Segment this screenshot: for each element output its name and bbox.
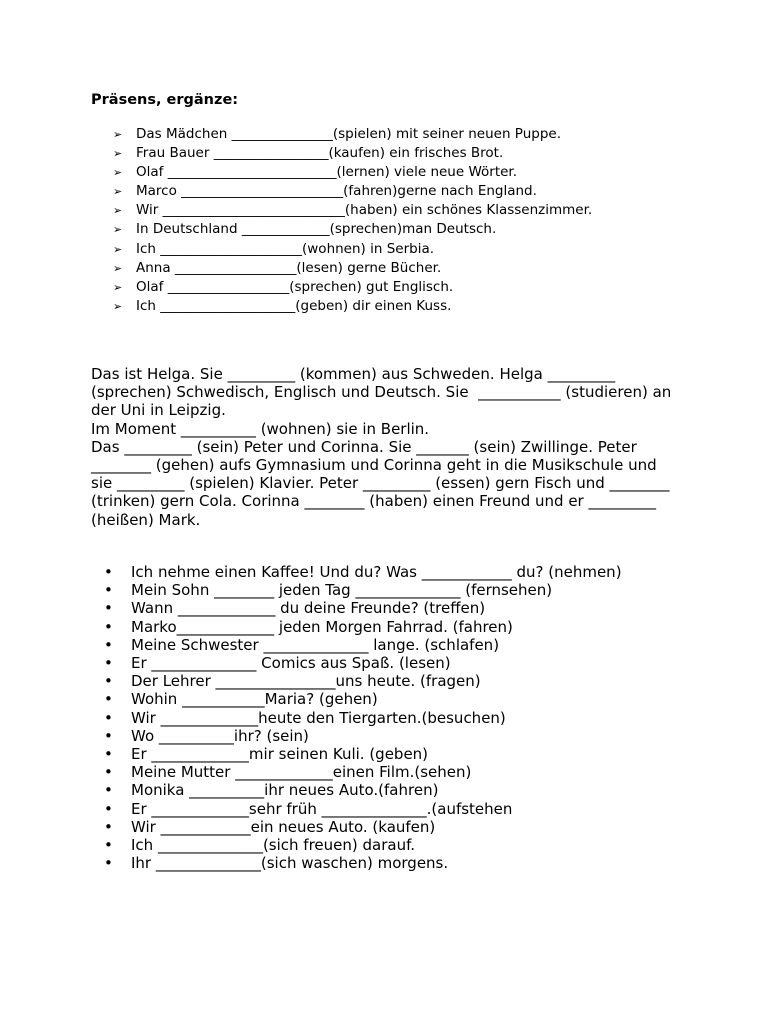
- bullet-icon: •: [104, 781, 113, 800]
- exercise-sentence: Er ______________ Comics aus Spaß. (lesen): [131, 654, 451, 673]
- bullet-icon: •: [104, 563, 113, 581]
- list-item: [104, 690, 622, 708]
- bullet-icon: •: [104, 617, 113, 636]
- list-item: [104, 709, 622, 727]
- arrow-bullet-icon: ➢: [113, 128, 123, 141]
- exercise-sentence: Marco ________________________(fahren)gerne nach England.: [136, 183, 537, 200]
- exercise-sentence: Ich _____________________(wohnen) in Serbia.: [136, 240, 435, 257]
- exercise-sentence: Er _____________sehr früh ______________.(aufstehen: [131, 799, 513, 818]
- paragraph-line: ________ (gehen) aufs Gymnasium und Corinna geht in die Musikschule und: [91, 456, 657, 475]
- bullet-icon: •: [104, 690, 113, 709]
- list-item: [104, 763, 622, 781]
- bullet-icon: •: [104, 799, 113, 818]
- exercise-sentence: Marko_____________ jeden Morgen Fahrrad. (fahren): [131, 617, 513, 636]
- list-item: [104, 636, 622, 654]
- list-item: [104, 672, 622, 690]
- exercise-sentence: In Deutschland _____________(sprechen)man Deutsch.: [136, 221, 497, 238]
- bullet-icon: •: [104, 708, 113, 727]
- paragraph-line: (trinken) gern Cola. Corinna ________ (haben) einen Freund und er _________: [91, 492, 656, 511]
- list-item: [113, 259, 592, 278]
- list-item: [113, 297, 592, 316]
- arrow-bullet-icon: ➢: [113, 147, 123, 161]
- arrow-bullet-icon: ➢: [113, 242, 123, 256]
- exercise-sentence: Wir _____________heute den Tiergarten.(besuchen): [131, 708, 506, 727]
- list-item: [113, 125, 592, 144]
- exercise-sentence: Monika __________ihr neues Auto.(fahren): [131, 781, 439, 800]
- exercise-list-2: [104, 563, 622, 872]
- bullet-icon: •: [104, 599, 113, 618]
- list-item: [104, 727, 622, 745]
- arrow-bullet-icon: ➢: [113, 204, 123, 218]
- arrow-bullet-icon: ➢: [113, 261, 123, 275]
- bullet-icon: •: [104, 581, 113, 600]
- list-item: [113, 240, 592, 259]
- exercise-sentence: Wann _____________ du deine Freunde? (treffen): [131, 599, 486, 618]
- list-item: [104, 781, 622, 799]
- page-title: Präsens, ergänze:: [91, 92, 239, 108]
- arrow-bullet-icon: ➢: [113, 223, 123, 237]
- bullet-icon: •: [104, 836, 113, 855]
- exercise-sentence: Er _____________mir seinen Kuli. (geben): [131, 745, 429, 764]
- list-item: [104, 745, 622, 763]
- list-item: [104, 618, 622, 636]
- list-item: [113, 201, 592, 220]
- exercise-sentence: Ihr ______________(sich waschen) morgens.: [131, 854, 449, 873]
- list-item: [104, 599, 622, 617]
- list-item: [113, 220, 592, 239]
- list-item: [113, 144, 592, 163]
- bullet-icon: •: [104, 854, 113, 873]
- paragraph-line: sie _________ (spielen) Klavier. Peter _________ (essen) gern Fisch und ________: [91, 474, 670, 493]
- exercise-sentence: Das Mädchen _______________(spielen) mit seiner neuen Puppe.: [136, 126, 562, 142]
- arrow-bullet-icon: ➢: [113, 280, 123, 294]
- list-item: [113, 182, 592, 201]
- exercise-sentence: Ich nehme einen Kaffee! Und du? Was ____________ du? (nehmen): [131, 563, 622, 581]
- paragraph-line: Im Moment __________ (wohnen) sie in Berlin.: [91, 419, 430, 438]
- arrow-bullet-icon: ➢: [113, 166, 123, 180]
- bullet-icon: •: [104, 726, 113, 745]
- exercise-sentence: Wir ____________ein neues Auto. (kaufen): [131, 817, 436, 836]
- exercise-sentence: Meine Schwester ______________ lange. (schlafen): [131, 635, 500, 654]
- list-item: [104, 818, 622, 836]
- bullet-icon: •: [104, 763, 113, 782]
- bullet-icon: •: [104, 672, 113, 691]
- bullet-icon: •: [104, 817, 113, 836]
- exercise-sentence: Anna __________________(lesen) gerne Bücher.: [136, 259, 442, 276]
- paragraph-line: (sprechen) Schwedisch, Englisch und Deutsch. Sie ___________ (studieren) an: [91, 383, 672, 402]
- paragraph-line: Das _________ (sein) Peter und Corinna. Sie _______ (sein) Zwillinge. Peter: [91, 437, 637, 456]
- bullet-icon: •: [104, 635, 113, 654]
- exercise-sentence: Olaf __________________(sprechen) gut Englisch.: [136, 278, 454, 295]
- list-item: [104, 836, 622, 854]
- paragraph-line: Das ist Helga. Sie _________ (kommen) aus Schweden. Helga _________: [91, 365, 616, 383]
- list-item: [104, 854, 622, 872]
- list-item: [113, 163, 592, 182]
- exercise-sentence: Mein Sohn ________ jeden Tag ______________ (fernsehen): [131, 581, 553, 600]
- bullet-icon: •: [104, 745, 113, 764]
- exercise-sentence: Meine Mutter _____________einen Film.(sehen): [131, 763, 472, 782]
- list-item: [104, 800, 622, 818]
- paragraph-line: der Uni in Leipzig.: [91, 401, 226, 420]
- helga-paragraph: [91, 365, 691, 529]
- exercise-sentence: Wir ___________________________(haben) ein schönes Klassenzimmer.: [136, 202, 593, 219]
- exercise-sentence: Der Lehrer ________________uns heute. (fragen): [131, 672, 481, 691]
- paragraph-line: (heißen) Mark.: [91, 510, 201, 529]
- exercise-sentence: Olaf _________________________(lernen) viele neue Wörter.: [136, 164, 518, 181]
- exercise-sentence: Frau Bauer _________________(kaufen) ein frisches Brot.: [136, 145, 504, 162]
- arrow-bullet-icon: ➢: [113, 299, 123, 313]
- list-item: [104, 581, 622, 599]
- exercise-sentence: Wo __________ihr? (sein): [131, 726, 309, 745]
- exercise-list-1: [113, 125, 592, 316]
- list-item: [104, 654, 622, 672]
- exercise-sentence: Ich ______________(sich freuen) darauf.: [131, 836, 416, 855]
- list-item: [104, 563, 622, 581]
- list-item: [113, 278, 592, 297]
- exercise-sentence: Wohin ___________Maria? (gehen): [131, 690, 378, 709]
- arrow-bullet-icon: ➢: [113, 185, 123, 199]
- exercise-sentence: Ich ____________________(geben) dir einen Kuss.: [136, 297, 452, 314]
- bullet-icon: •: [104, 654, 113, 673]
